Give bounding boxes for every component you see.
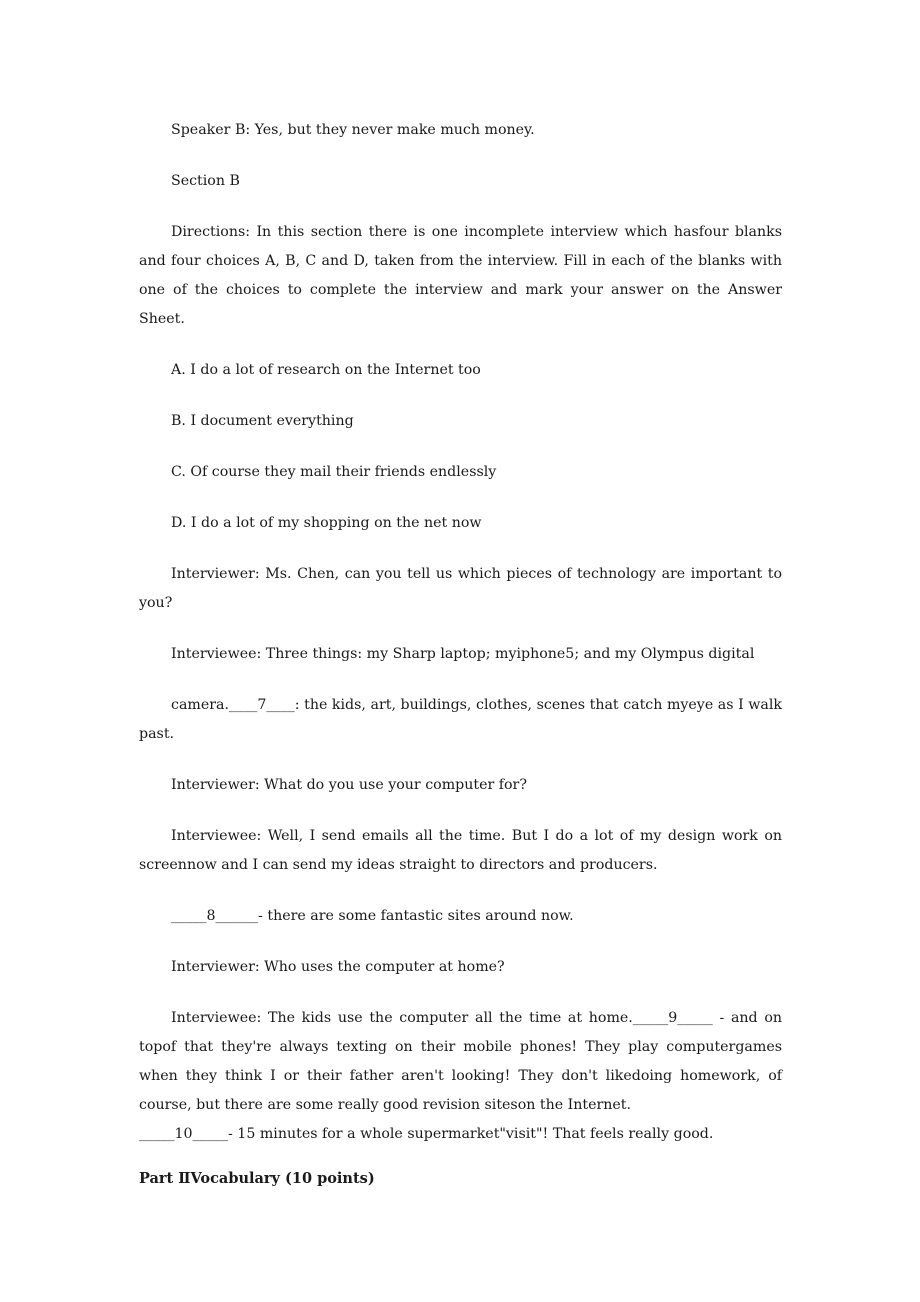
speaker-b-line: Speaker B: Yes, but they never make much money. [171,122,535,138]
blank-8-line: _____8______- there are some fantastic sites around now. [171,908,574,924]
choice-a: A. I do a lot of research on the Internet too [171,362,481,378]
part-two-heading: Part ⅡVocabulary (10 points) [139,1170,375,1187]
interviewee-answer-1a: Interviewee: Three things: my Sharp laptop; myiphone5; and my Olympus digital [171,646,755,662]
interviewee-answer-1b: camera.____7____: the kids, art, buildings, clothes, scenes that catch myeye as I walk past. [139,697,787,742]
section-b-heading: Section B [171,173,240,189]
interviewee-answer-3: Interviewee: The kids use the computer all the time at home._____9_____ - and on topof that they're always texting on their mobile phones! They play computergames when they think I or their father aren't looking! They don't likedoing homework, of course, but there are some really good revision siteson the Internet. [139,1010,787,1113]
choice-c: C. Of course they mail their friends endlessly [171,464,497,480]
interviewer-question-1: Interviewer: Ms. Chen, can you tell us which pieces of technology are important to you? [139,566,787,611]
choice-d: D. I do a lot of my shopping on the net now [171,515,482,531]
interviewer-question-2: Interviewer: What do you use your computer for? [171,777,527,793]
directions-paragraph: Directions: In this section there is one incomplete interview which hasfour blanks and four choices A, B, C and D, taken from the interview. Fill in each of the blanks with one of the choices to complete the interview and mark your answer on the Answer Sheet. [139,224,787,327]
interviewee-answer-2: Interviewee: Well, I send emails all the time. But I do a lot of my design work on screennow and I can send my ideas straight to directors and producers. [139,828,787,873]
choice-b: B. I document everything [171,413,354,429]
blank-10-line: _____10_____- 15 minutes for a whole supermarket"visit"! That feels really good. [139,1126,714,1142]
interviewer-question-3: Interviewer: Who uses the computer at home? [171,959,505,975]
